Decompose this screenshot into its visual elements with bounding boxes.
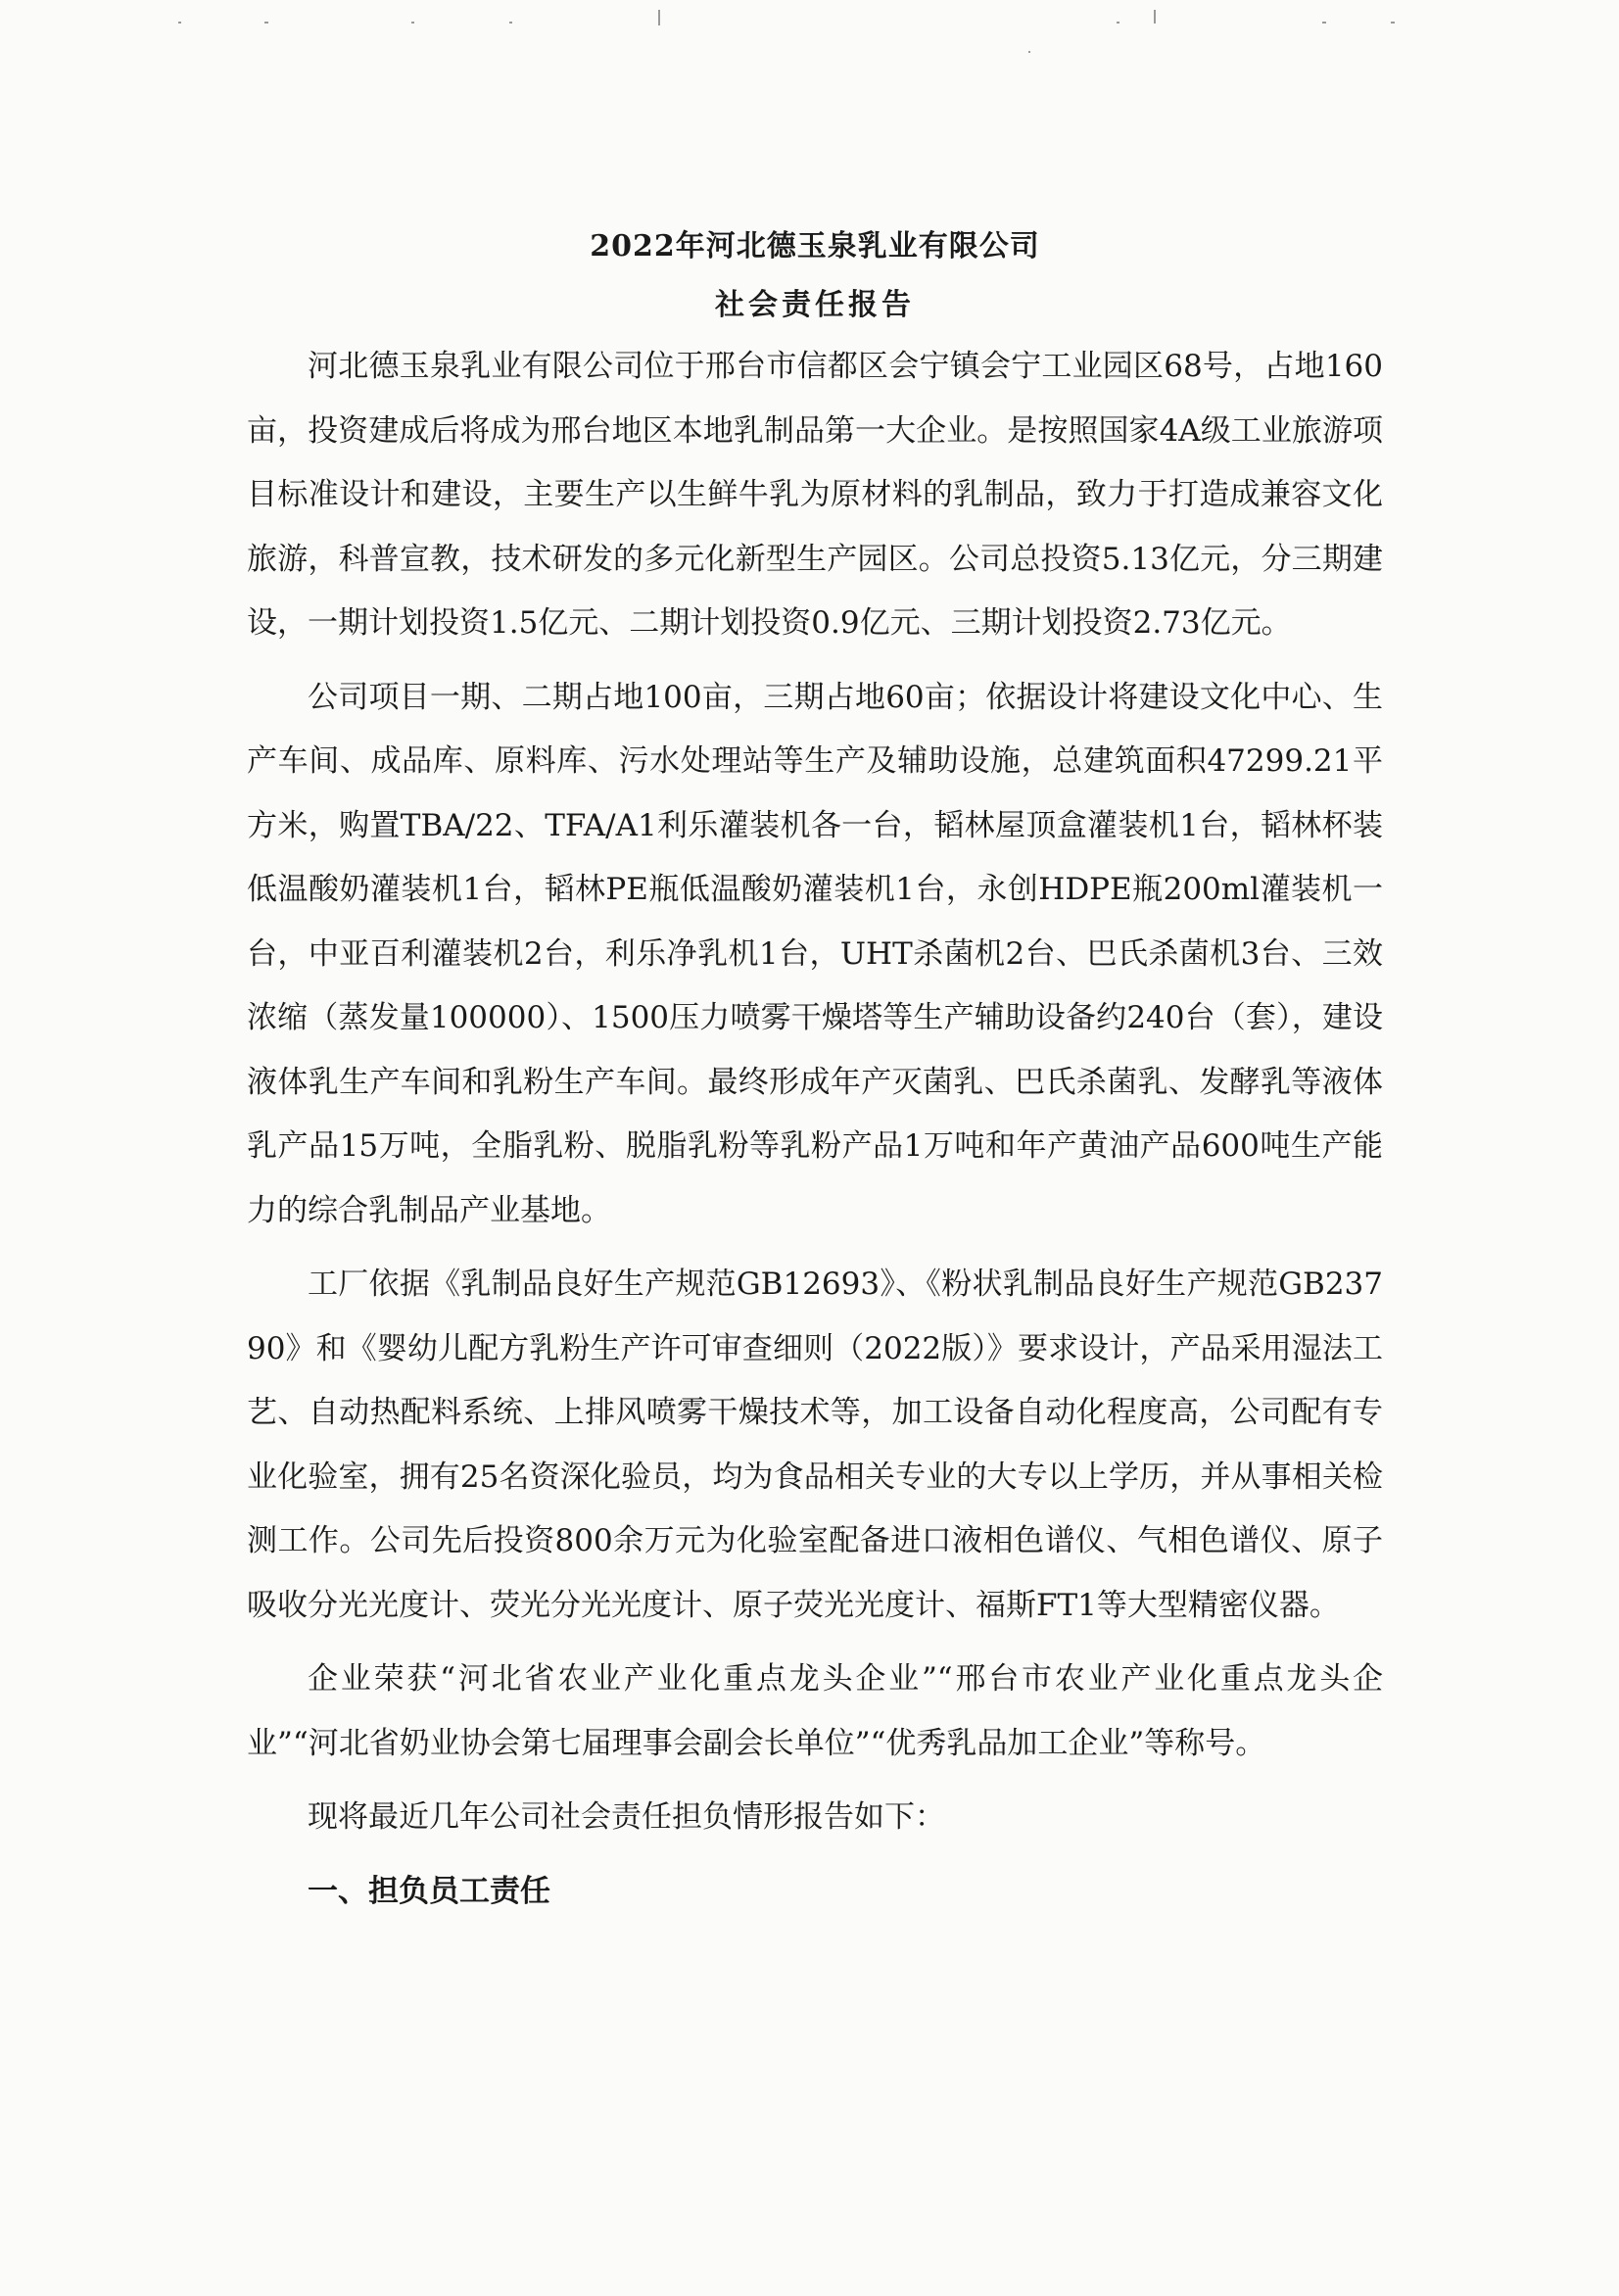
document-title: 2022年河北德玉泉乳业有限公司 — [590, 229, 1040, 263]
scan-artifact — [509, 22, 512, 24]
scan-artifact — [1391, 22, 1395, 24]
scan-artifact — [1028, 51, 1030, 53]
scan-artifact — [264, 22, 268, 24]
scan-artifact — [658, 10, 660, 25]
scan-artifact — [411, 22, 414, 24]
document-subtitle: 社会责任报告 — [715, 288, 915, 322]
paragraph-production-standards: 工厂依据《乳制品良好生产规范GB12693》、《粉状乳制品良好生产规范GB23790》和《婴幼儿配方乳粉生产许可审查细则（2022版）》要求设计，产品采用湿法工艺、自动热配料系统、上排风喷雾干燥技术等，加工设备自动化程度高，公司配有专业化验室，拥有25名资深化验员，均为食品相关专业的大专以上学历，并从事相关检测工作。公司先后投资800余万元为化验室配备进口液相色谱仪、气相色谱仪、原子吸收分光光度计、荧光分光光度计、原子荧光光度计、福斯FT1等大型精密仪器。 — [247, 1267, 1383, 1623]
scan-artifact — [1117, 22, 1119, 24]
scan-artifact — [1322, 22, 1326, 24]
document-page — [247, 217, 1383, 1924]
scan-artifact — [1154, 10, 1156, 24]
paragraph-report-intro: 现将最近几年公司社会责任担负情形报告如下： — [308, 1799, 945, 1835]
section-heading: 一、担负员工责任 — [308, 1873, 550, 1909]
scan-artifact — [178, 22, 181, 24]
paragraph-company-overview: 河北德玉泉乳业有限公司位于邢台市信都区会宁镇会宁工业园区68号，占地160亩，投资建成后将成为邢台地区本地乳制品第一大企业。是按照国家4A级工业旅游项目标准设计和建设，主要生产以生鲜牛乳为原材料的乳制品，致力于打造成兼容文化旅游，科普宣教，技术研发的多元化新型生产园区。公司总投资5.13亿元，分三期建设，一期计划投资1.5亿元、二期计划投资0.9亿元、三期计划投资2.73亿元。 — [247, 349, 1383, 641]
paragraph-honors: 企业荣获“河北省农业产业化重点龙头企业”“邢台市农业产业化重点龙头企业”“河北省奶业协会第七届理事会副会长单位”“优秀乳品加工企业”等称号。 — [247, 1661, 1383, 1761]
paragraph-project-construction: 公司项目一期、二期占地100亩，三期占地60亩；依据设计将建设文化中心、生产车间、成品库、原料库、污水处理站等生产及辅助设施，总建筑面积47299.21平方米，购置TBA/22、TFA/A1利乐灌装机各一台，韬林屋顶盒灌装机1台，韬林杯装低温酸奶灌装机1台，韬林PE瓶低温酸奶灌装机1台，永创HDPE瓶200ml灌装机一台，中亚百利灌装机2台，利乐净乳机1台，UHT杀菌机2台、巴氏杀菌机3台、三效浓缩（蒸发量100000）、1500压力喷雾干燥塔等生产辅助设备约240台（套），建设液体乳生产车间和乳粉生产车间。最终形成年产灭菌乳、巴氏杀菌乳、发酵乳等液体乳产品15万吨，全脂乳粉、脱脂乳粉等乳粉产品1万吨和年产黄油产品600吨生产能力的综合乳制品产业基地。 — [247, 679, 1383, 1228]
